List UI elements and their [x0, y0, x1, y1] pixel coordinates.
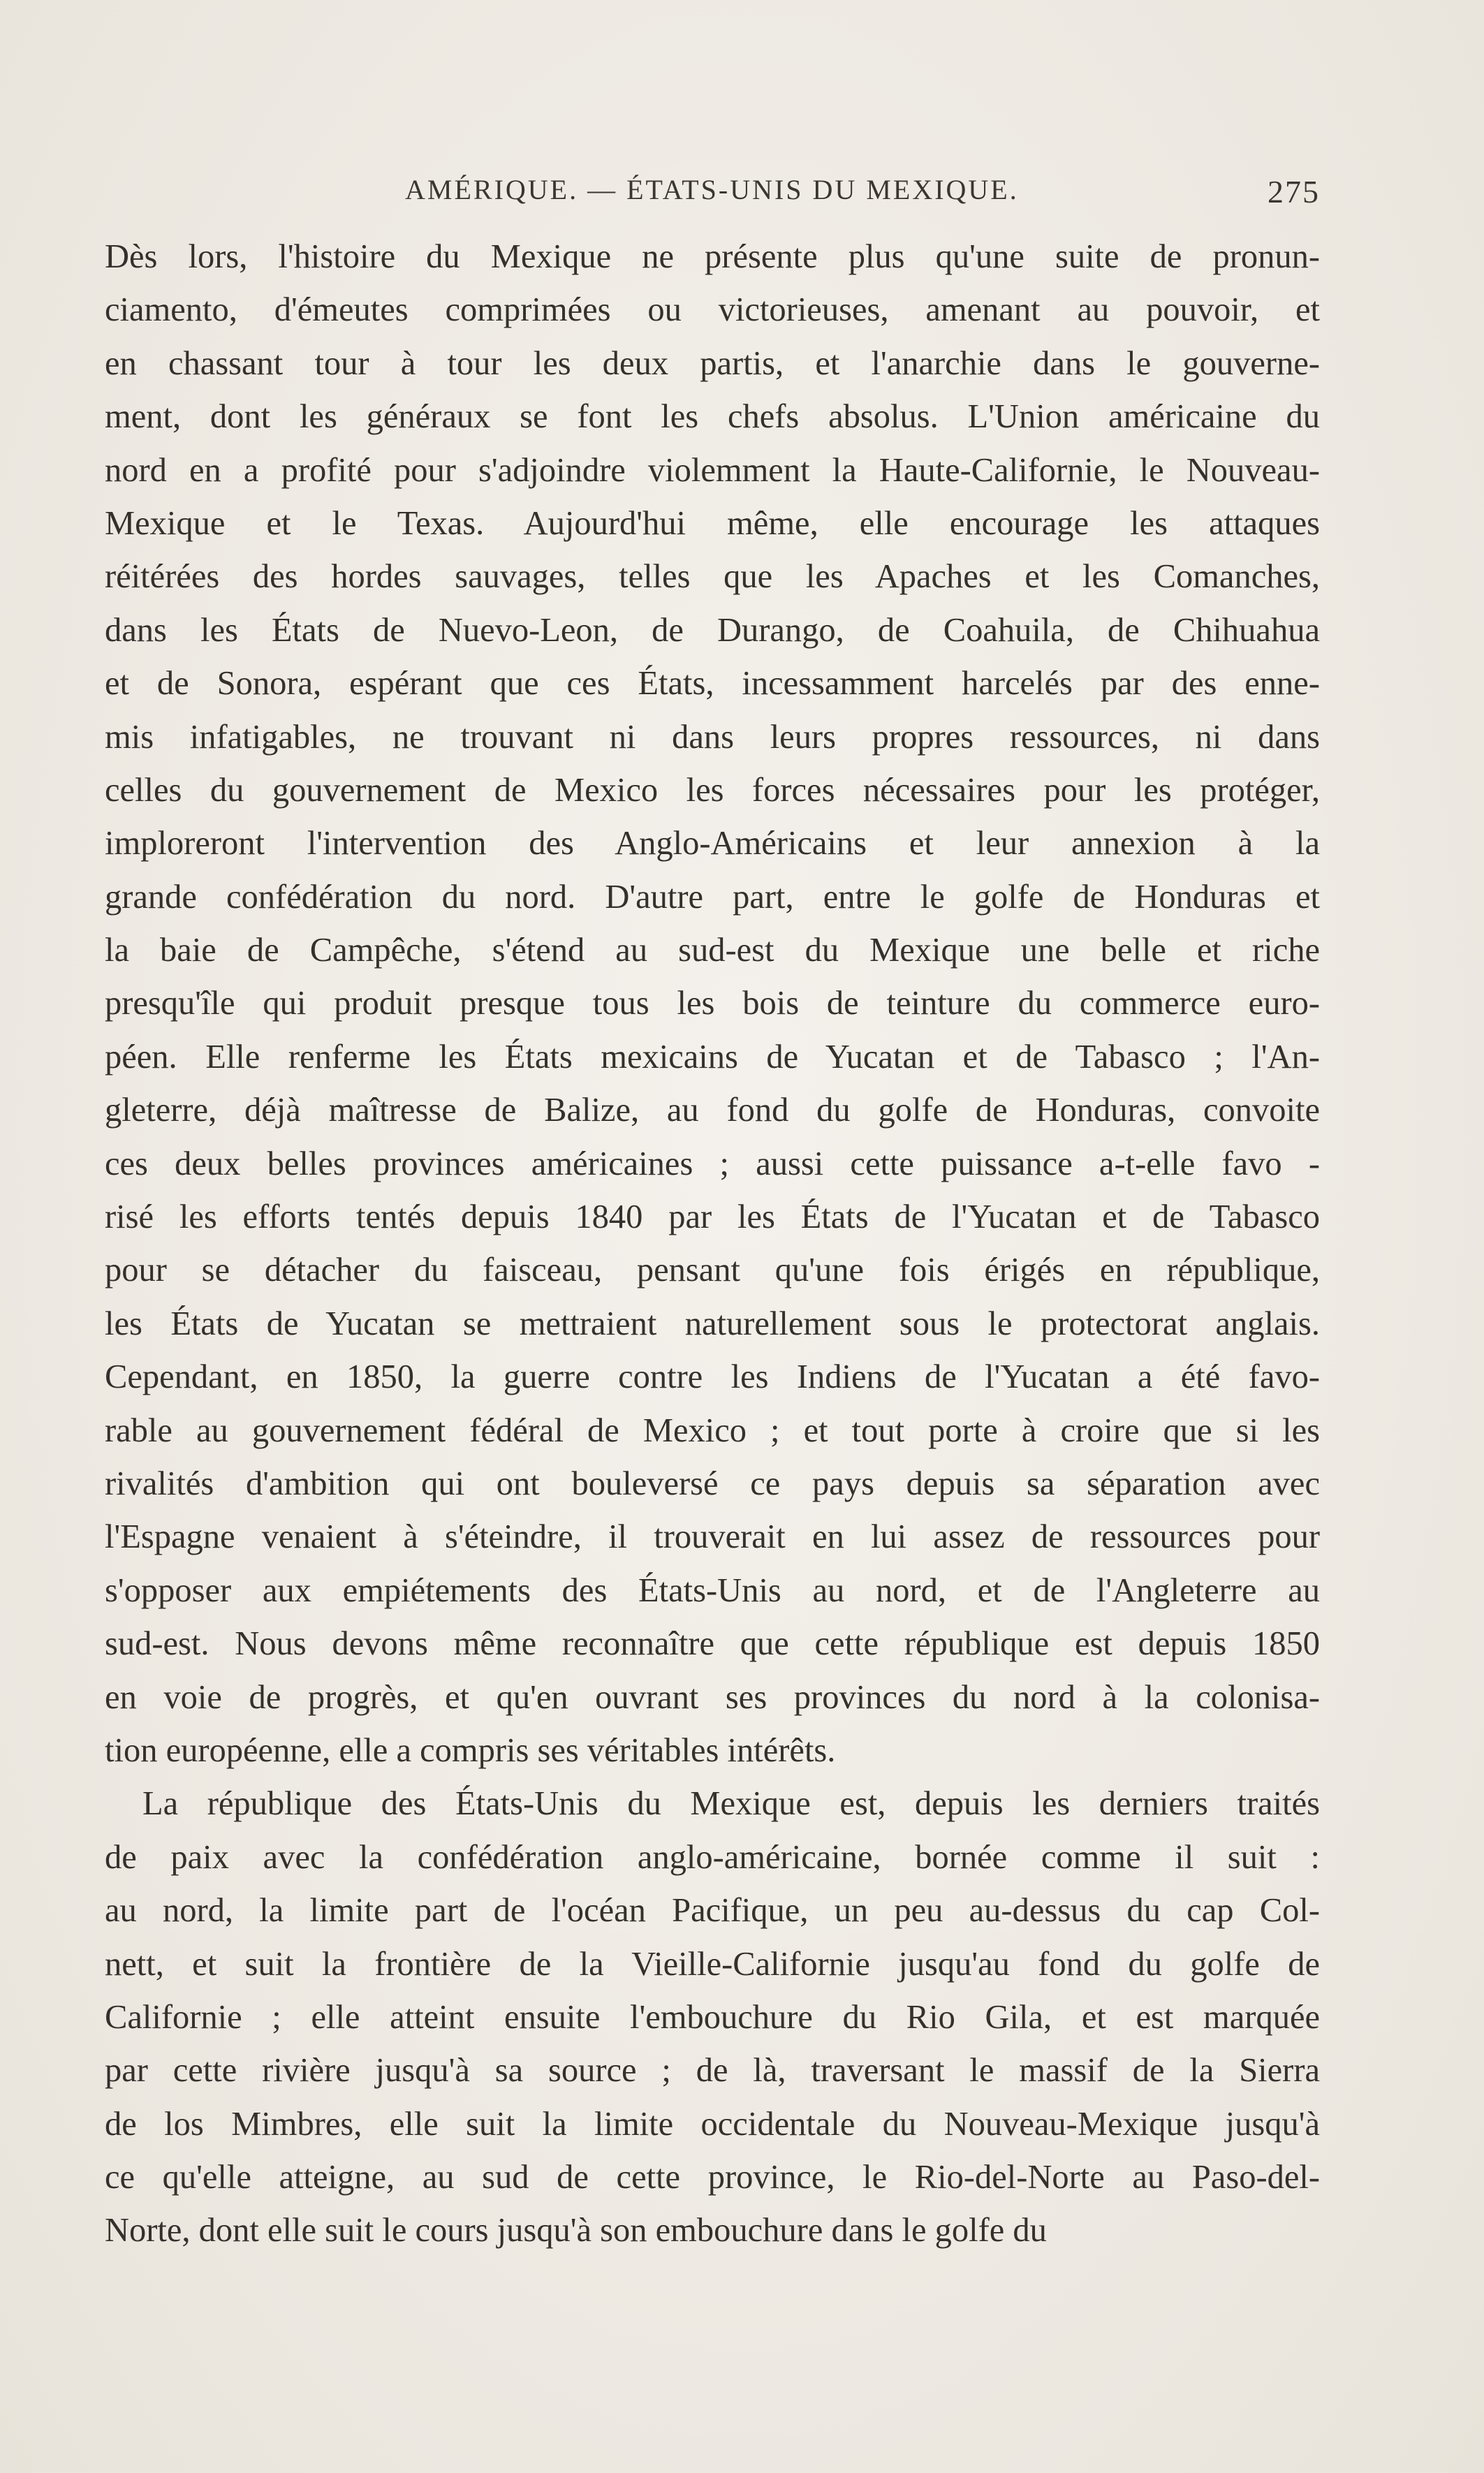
text-line: Californie ; elle atteint ensuite l'embouchure du Rio Gila, et est marquée	[105, 1998, 1320, 2036]
page-number: 275	[1268, 174, 1320, 210]
text-line: ciamento, d'émeutes comprimées ou victorieuses, amenant au pouvoir, et	[105, 291, 1320, 329]
paragraph	[105, 230, 1320, 1777]
text-line: s'opposer aux empiétements des États-Unis au nord, et de l'Angleterre au	[105, 1571, 1320, 1609]
text-line: par cette rivière jusqu'à sa source ; de là, traversant le massif de la Sierra	[105, 2052, 1320, 2090]
text-line: ment, dont les généraux se font les chefs absolus. L'Union américaine du	[105, 398, 1320, 436]
paragraph	[105, 1777, 1320, 2258]
text-line: presqu'île qui produit presque tous les bois de teinture du commerce euro-	[105, 985, 1320, 1022]
text-line: celles du gouvernement de Mexico les forces nécessaires pour les protéger,	[105, 771, 1320, 809]
running-head: AMÉRIQUE. — ÉTATS-UNIS DU MEXIQUE.	[405, 174, 1019, 205]
text-line: pour se détacher du faisceau, pensant qu'une fois érigés en république,	[105, 1252, 1320, 1289]
text-line: Norte, dont elle suit le cours jusqu'à son embouchure dans le golfe du	[105, 2212, 1047, 2250]
page-header	[105, 173, 1320, 215]
text-line: nord en a profité pour s'adjoindre violemment la Haute-Californie, le Nouveau-	[105, 451, 1320, 489]
text-line: tion européenne, elle a compris ses véritables intérêts.	[105, 1731, 836, 1769]
text-line: imploreront l'intervention des Anglo-Américains et leur annexion à la	[105, 825, 1320, 863]
text-line: l'Espagne venaient à s'éteindre, il trouverait en lui assez de ressources pour	[105, 1518, 1320, 1556]
text-line: Dès lors, l'histoire du Mexique ne présente plus qu'une suite de pronun-	[105, 238, 1320, 275]
text-line: ces deux belles provinces américaines ; aussi cette puissance a-t-elle favo -	[105, 1145, 1320, 1182]
text-line: en voie de progrès, et qu'en ouvrant ses provinces du nord à la colonisa-	[105, 1678, 1320, 1716]
text-line: de paix avec la confédération anglo-américaine, bornée comme il suit :	[105, 1838, 1320, 1876]
text-line: de los Mimbres, elle suit la limite occidentale du Nouveau-Mexique jusqu'à	[105, 2105, 1320, 2143]
text-line: gleterre, déjà maîtresse de Balize, au fond du golfe de Honduras, convoite	[105, 1092, 1320, 1129]
text-line: rivalités d'ambition qui ont bouleversé ce pays depuis sa séparation avec	[105, 1465, 1320, 1502]
text-line: dans les États de Nuevo-Leon, de Durango, de Coahuila, de Chihuahua	[105, 611, 1320, 649]
text-line: La république des États-Unis du Mexique est, depuis les derniers traités	[142, 1785, 1320, 1823]
text-line: risé les efforts tentés depuis 1840 par les États de l'Yucatan et de Tabasco	[105, 1198, 1320, 1236]
text-line: Mexique et le Texas. Aujourd'hui même, elle encourage les attaques	[105, 504, 1320, 542]
text-line: nett, et suit la frontière de la Vieille-Californie jusqu'au fond du golfe de	[105, 1945, 1320, 1983]
text-line: péen. Elle renferme les États mexicains de Yucatan et de Tabasco ; l'An-	[105, 1038, 1320, 1076]
body-text	[105, 230, 1320, 2258]
text-line: et de Sonora, espérant que ces États, incessamment harcelés par des enne-	[105, 665, 1320, 703]
text-line: mis infatigables, ne trouvant ni dans leurs propres ressources, ni dans	[105, 718, 1320, 756]
text-line: Cependant, en 1850, la guerre contre les Indiens de l'Yucatan a été favo-	[105, 1358, 1320, 1396]
text-line: les États de Yucatan se mettraient naturellement sous le protectorat anglais.	[105, 1305, 1320, 1342]
text-line: rable au gouvernement fédéral de Mexico ; et tout porte à croire que si les	[105, 1411, 1320, 1449]
text-line: réitérées des hordes sauvages, telles que les Apaches et les Comanches,	[105, 558, 1320, 596]
text-line: sud-est. Nous devons même reconnaître que cette république est depuis 1850	[105, 1625, 1320, 1663]
text-line: la baie de Campêche, s'étend au sud-est du Mexique une belle et riche	[105, 932, 1320, 969]
text-line: grande confédération du nord. D'autre part, entre le golfe de Honduras et	[105, 878, 1320, 916]
text-line: en chassant tour à tour les deux partis, et l'anarchie dans le gouverne-	[105, 344, 1320, 382]
text-line: au nord, la limite part de l'océan Pacifique, un peu au-dessus du cap Col-	[105, 1892, 1320, 1930]
text-line: ce qu'elle atteigne, au sud de cette province, le Rio-del-Norte au Paso-del-	[105, 2159, 1320, 2196]
